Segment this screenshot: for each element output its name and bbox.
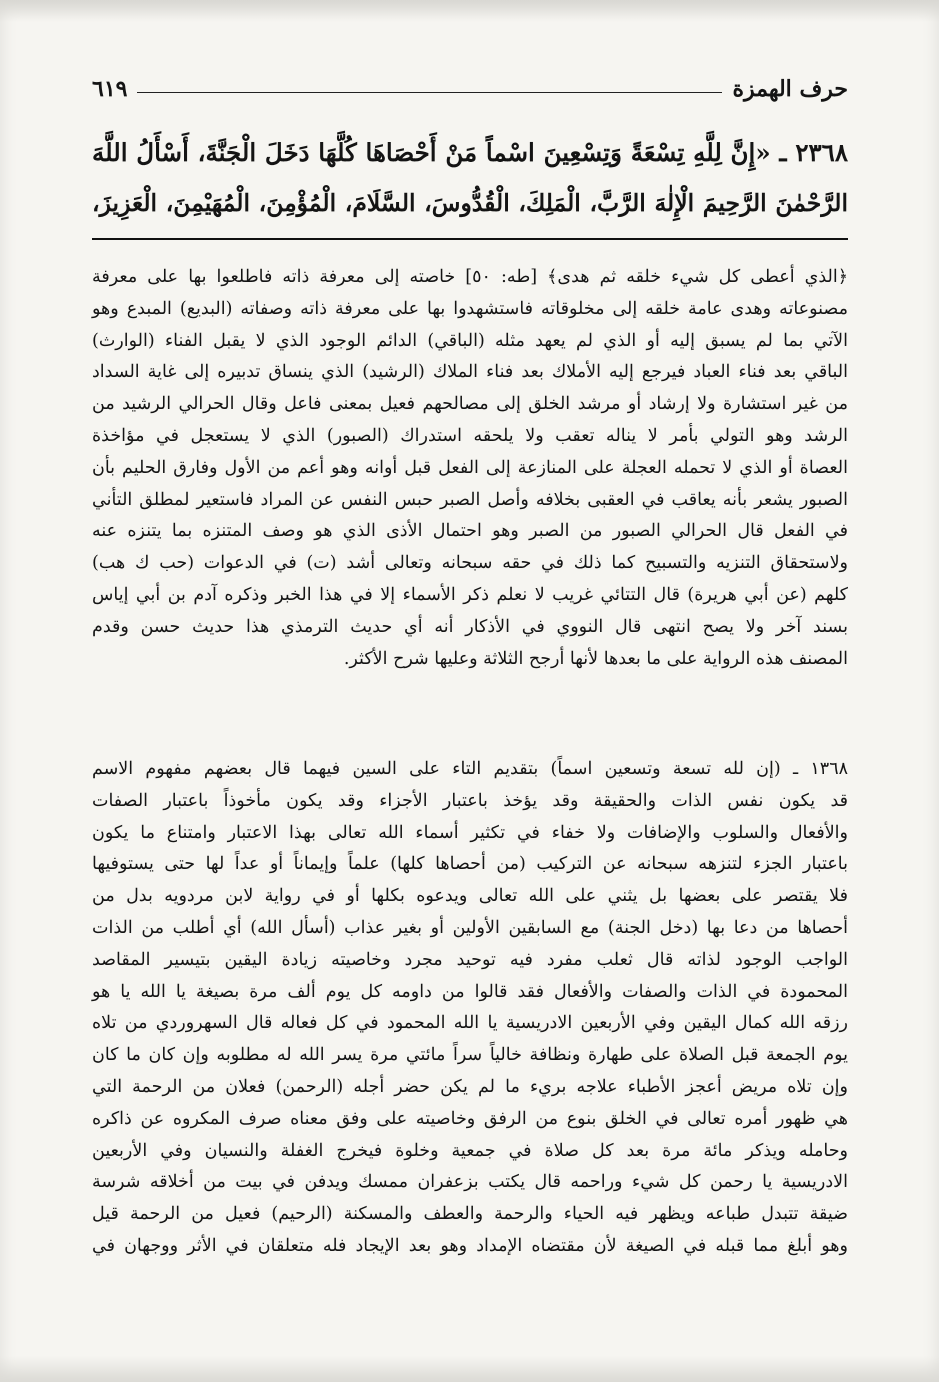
commentary-line: وحامله ويذكر مائة مرة بعد كل صلاة في جمعية وخلوة فيخرج الغفلة والنسيان وفي الأربعين — [92, 1140, 848, 1161]
commentary-line: الادريسية يا رحمن كل شيء وراحمه قال يكتب بزعفران ممسك ويدفن في بيت من أخلاقه شرسة — [92, 1172, 848, 1193]
commentary-line: باعتبار الجزء لتنزهه سبحانه عن التركيب (من أحصاها كلها) علماً وإيماناً أو عداً لها حتى يستوفيها — [92, 854, 848, 875]
commentary-line: ضيقة تتبدل طباعه ويظهر فيه الحياء والرحمة والعطف والمسكنة (الرحيم) فعيل من الرحمة قيل — [92, 1204, 848, 1225]
page-number: ٦١٩ — [92, 76, 128, 102]
commentary-line: كلهم (عن أبي هريرة) قال التتائي غريب لا نعلم ذكر الأسماء إلا في هذا الخبر وذكره آدم بن أبي إياس — [92, 584, 849, 605]
commentary-line: في الفعل قال الحرالي الصبور من الصبر وهو احتمال الأذى الذي هو وصف المتنزه بما يتنزه عنه — [92, 521, 848, 542]
commentary-line: رزقه الله كمال اليقين وفي الأربعين الادريسية يا الله المحمود في كل فعاله قال السهروردي من تلاه — [92, 1013, 848, 1034]
commentary-line: الآتي بما لم يسبق إليه أو الذي لم يعهد مثله (الباقي) الدائم الوجود الذي لا يقبل الفناء (الوارث) — [92, 330, 848, 351]
commentary-line: ﴿الذي أعطى كل شيء خلقه ثم هدى﴾ [طه: ٥٠] خاصته إلى معرفة ذاته فاطلعوا بها على معرفة — [92, 267, 849, 287]
commentary-line: الصبور يشعر بأنه يعاقب في العقبى بخلافه وأصل الصبر حبس النفس عن المراد فاستعير لمطلق التأني — [92, 489, 848, 510]
commentary-line: من غير استشارة ولا إرشاد أو مرشد الخلق إلى مصالحهم فعيل بمعنى فاعل وقال الحرالي الرشيد من — [92, 394, 848, 415]
commentary-line: مصنوعاته وهدى عامة خلقه إلى مخلوقاته فاستشهدوا بها على معرفة ذاته وصفاته (البديع) المبدع وهو — [92, 298, 848, 319]
hadith-line: ٢٣٦٨ ـ «إِنَّ لِلَّهِ تِسْعَةً وَتِسْعِينَ اسْماً مَنْ أَحْصَاهَا كُلَّهَا دَخَلَ الْجَنَّةَ، أَسْأَلُ اللَّهَ — [92, 138, 848, 167]
commentary-line: هي ظهور أمره تعالى في الخلق بنوع من الرفق وخاصيته على وفق معناه صرف المكروه عن ذاكره — [92, 1108, 848, 1129]
commentary-line: ١٣٦٨ ـ (إن لله تسعة وتسعين اسماً) بتقديم التاء على السين فيهما قال بعضهم مفهوم الاسم — [92, 759, 848, 779]
commentary-line: الواجب الوجود لذاته قال ثعلب مفرد فيه توحيد مجرد وخاصيته زيادة اليقين بتيسير المقاصد — [92, 949, 848, 970]
commentary-main — [92, 754, 848, 1263]
hadith-line: الرَّحْمٰنَ الرَّحِيمَ الْإِلٰهَ الرَّبَّ، الْمَلِكَ، الْقُدُّوسَ، السَّلَامَ، الْمُؤْمِنَ، الْمُهَيْمِنَ، الْعَزِيزَ، — [92, 189, 848, 217]
footnote-separator — [92, 238, 848, 240]
commentary-line: فلا يقتصر على بعضها بل يثني على الله تعالى ويدعوه بكلها أو في رواية لابن مردويه بدل من — [92, 886, 848, 907]
commentary-line: قد يكون نفس الذات والحقيقة وقد يؤخذ باعتبار الأجزاء وقد يكون مأخوذاً باعتبار الصفات — [92, 790, 848, 811]
commentary-line: العصاة أو الذي لا تحمله العجلة على المنازعة إلى الفعل قبل أوانه وهو أعم من الأول وفارق الحليم بأن — [92, 457, 848, 478]
scan-edge-top — [0, 0, 939, 22]
commentary-line: أحصاها من دعا بها (دخل الجنة) مع السابقين الأولين أو بغير عذاب (أسأل الله) أي أطلب من الذات — [92, 917, 848, 938]
commentary-line: وإن تلاه مريض أعجز الأطباء علاجه بريء ما لم يكن حضر أجله (الرحمن) فعلان من الرحمة التي — [92, 1076, 848, 1097]
running-header — [92, 62, 848, 102]
commentary-line: يوم الجمعة قبل الصلاة على طهارة ونظافة خالياً سراً مائتي مرة يسر الله له مطلوبه وإن كان ما كان — [92, 1045, 848, 1066]
commentary-line: المصنف هذه الرواية على ما بعدها لأنها أرجح الثلاثة وعليها شرح الأكثر. — [343, 648, 848, 669]
commentary-line: المحمودة في الذات والصفات والأفعال فقد قالوا من داومه كل يوم ألف مرة بصيغة يا الله يا هو — [92, 981, 848, 1002]
commentary-line: وهو أبلغ مما قبله في الصيغة لأن مقتضاه الإمداد وهو بعد الإيجاد فله متعلقان في الأثر ووجهان في — [92, 1235, 848, 1256]
commentary-line: ولاستحقاق التنزيه والتسبيح كما ذلك في حقه سبحانه وتعالى أشد (ت) في الدعوات (حب ك هب) — [92, 553, 848, 574]
commentary-line: بسند آخر ولا يصح انتهى قال النووي في الأذكار أنه أي حديث الترمذي هذا حديث حسن وقدم — [92, 616, 848, 637]
header-rule — [137, 92, 722, 93]
chapter-title: حرف الهمزة — [732, 76, 848, 102]
commentary-top — [92, 262, 848, 675]
hadith-text — [92, 128, 848, 228]
commentary-line: والأفعال والسلوب والإضافات ولا خفاء في تكثير أسماء الله تعالى بهذا الاعتبار وامتناع ما يكون — [92, 822, 848, 843]
commentary-line: الرشد وهو التولي بأمر لا يناله تعقب ولا يلحقه استدراك (الصبور) الذي لا يستعجل في مؤاخذة — [92, 425, 848, 446]
commentary-line: الباقي بعد فناء العباد فيرجع إليه الأملاك بعد فناء الملاك (الرشيد) الذي ينساق تدبيره إلى غاية السداد — [92, 362, 848, 383]
scan-edge-bottom — [0, 1356, 939, 1382]
